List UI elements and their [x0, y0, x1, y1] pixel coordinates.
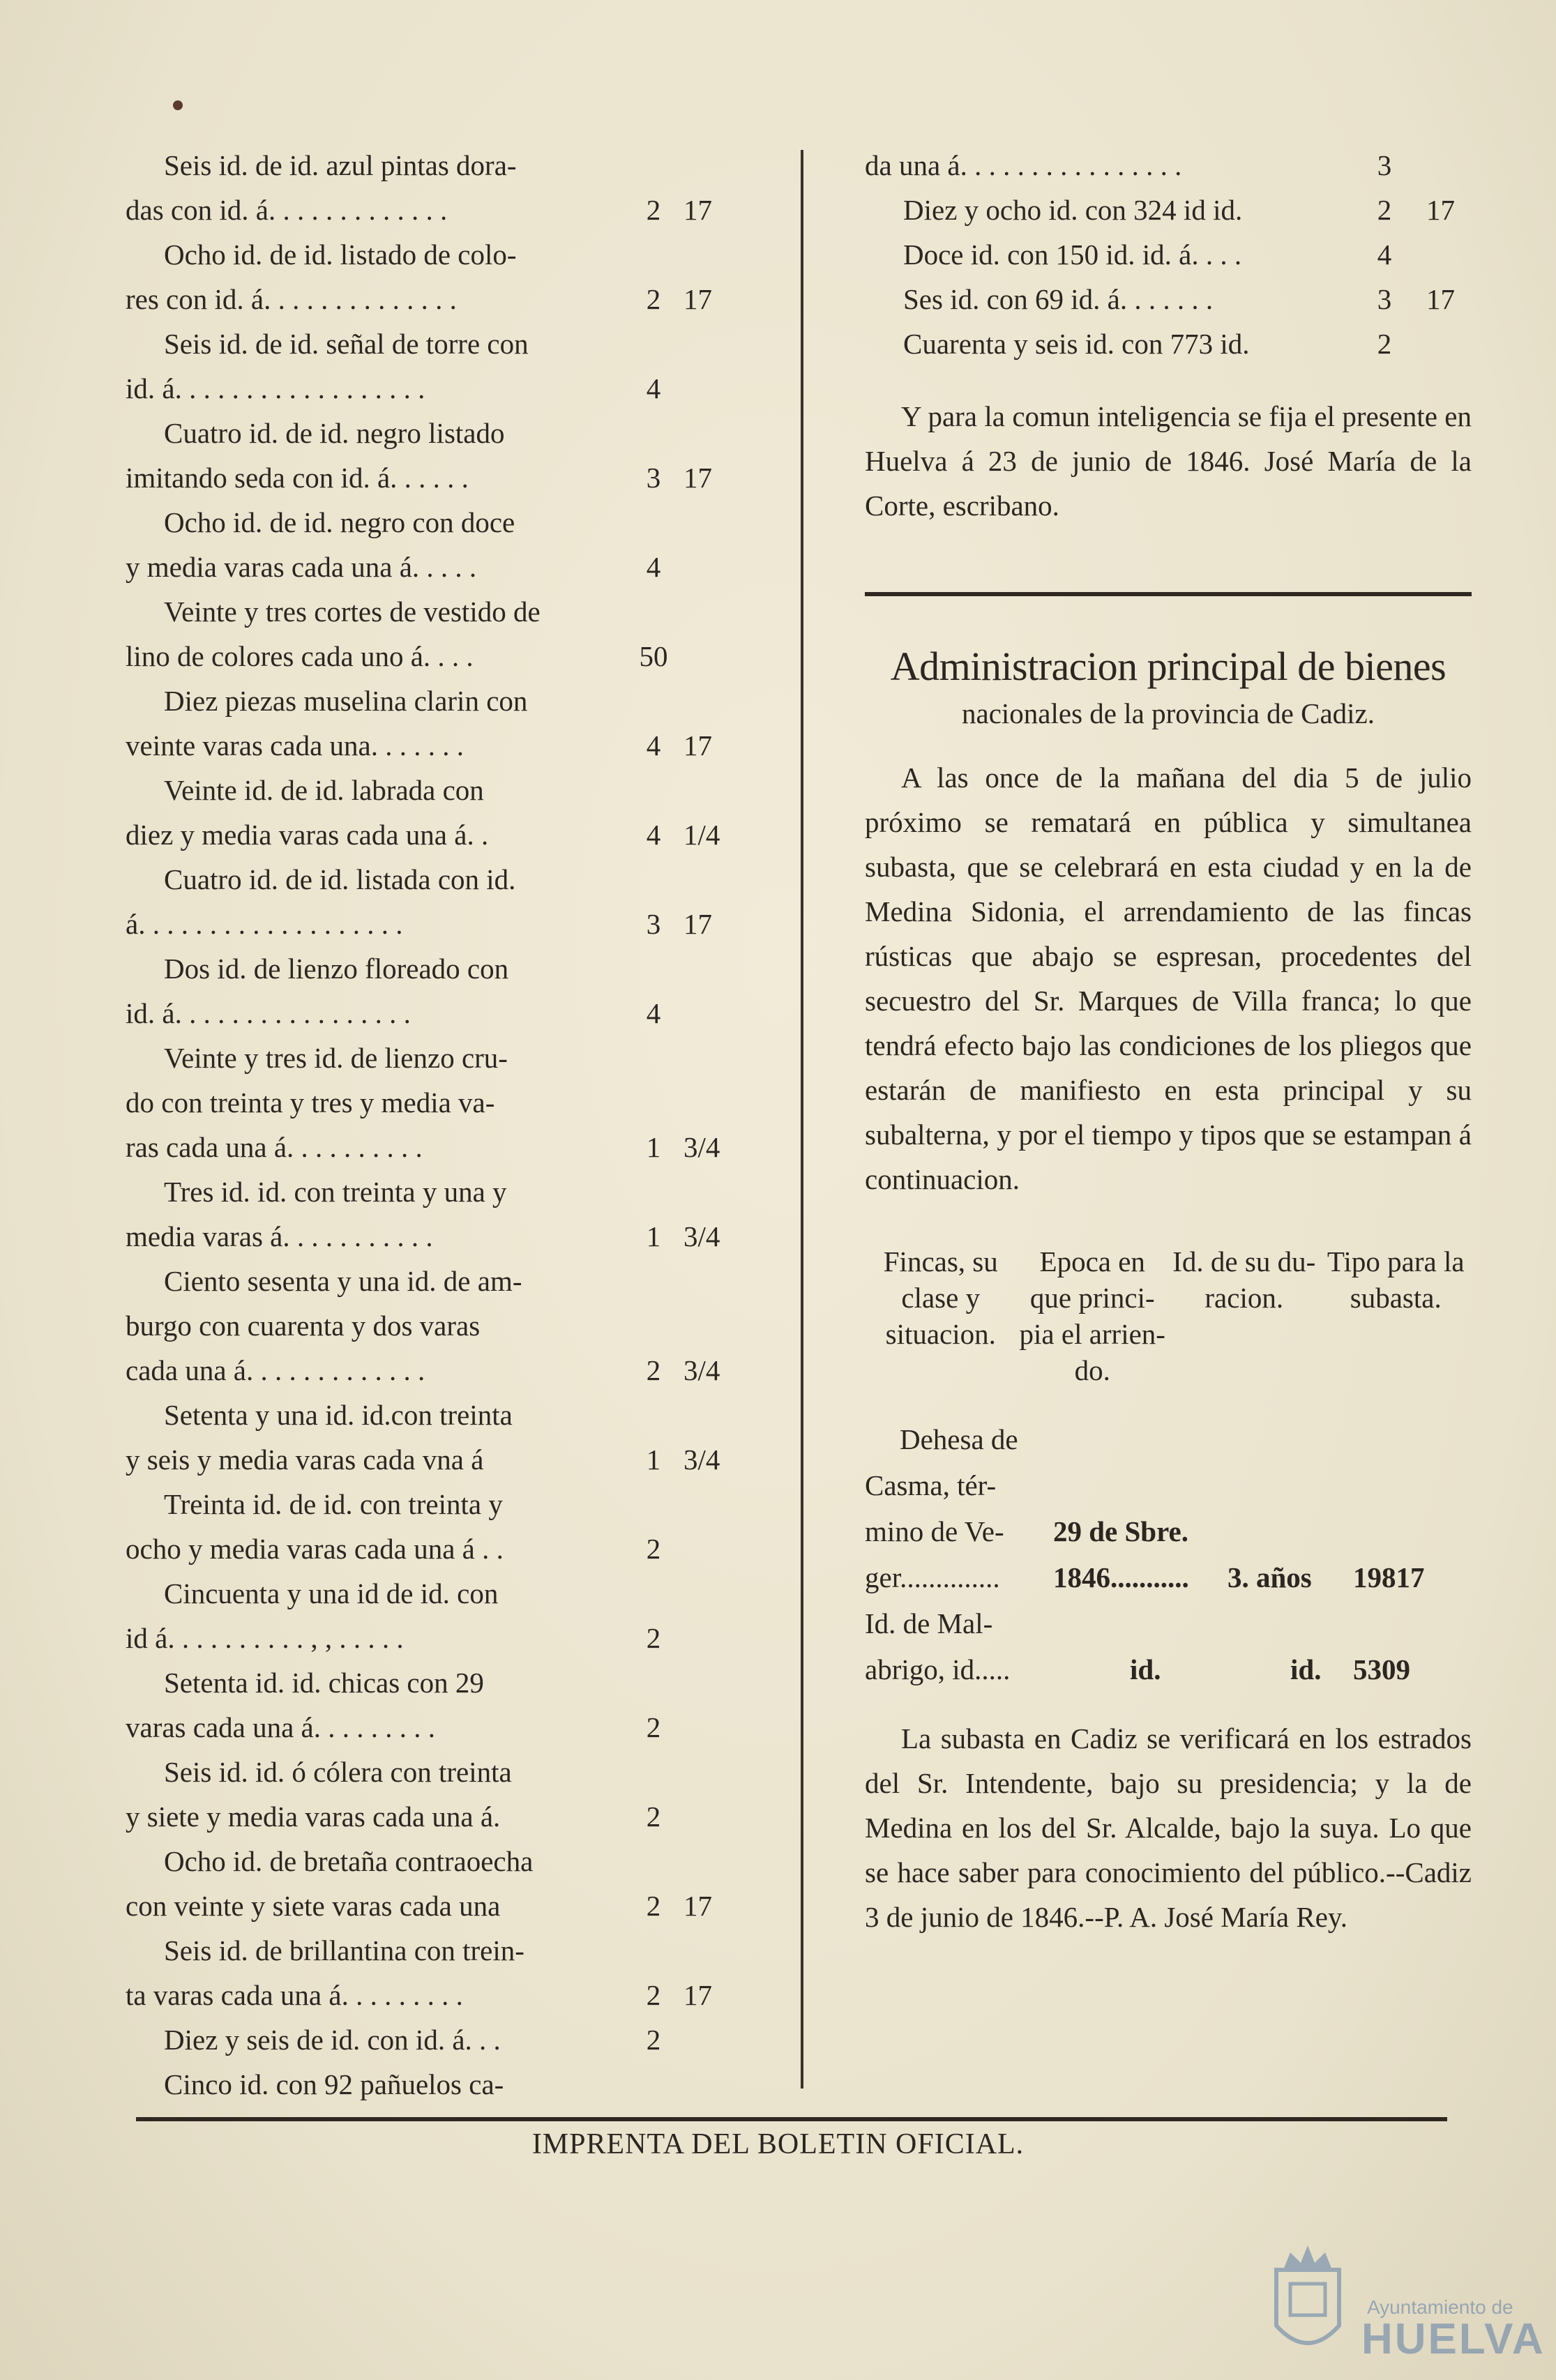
merchandise-entry: [126, 500, 739, 589]
entry-text: ocho y media varas cada una á . .: [126, 1533, 504, 1565]
right-column: [865, 143, 1472, 1939]
price-fraction: 17: [683, 283, 712, 315]
entry-text: Doce id. con 150 id. id. á. . . .: [903, 238, 1242, 271]
entry-line: [126, 1080, 739, 1125]
table-cell: 5309: [1353, 1653, 1410, 1685]
entry-line: [126, 366, 739, 411]
entry-line: [126, 1214, 739, 1259]
price-fraction: 1/4: [683, 819, 720, 851]
entry-text: Cuatro id. de id. negro listado: [164, 417, 505, 449]
entry-text: Veinte y tres cortes de vestido de: [164, 596, 541, 628]
entry-text: Seis id. de id. azul pintas dora-: [164, 149, 517, 181]
entry-line: [126, 723, 739, 768]
price-whole: 2: [646, 1890, 661, 1922]
entry-line: [126, 188, 739, 232]
price-fraction: 3/4: [683, 1443, 720, 1476]
merchandise-entry: [865, 143, 1472, 188]
left-column: [126, 143, 739, 2107]
price-whole: 4: [646, 551, 661, 583]
table-cell: mino de Ve-: [865, 1515, 1004, 1547]
merchandise-entry: [126, 1750, 739, 1839]
table-body: [865, 1416, 1472, 1692]
merchandise-entry: [126, 2017, 739, 2062]
entry-line: [126, 679, 739, 723]
price-fraction: 17: [683, 908, 712, 940]
table-row: [865, 1646, 1472, 1692]
imprint-footer: IMPRENTA DEL BOLETIN OFICIAL.: [531, 2128, 1025, 2160]
column-divider: [801, 150, 803, 2089]
price-whole: 2: [1377, 328, 1392, 360]
entry-line: [126, 1973, 739, 2017]
table-header-epoca: Epoca en que princi- pia el arrien- do.: [1019, 1245, 1165, 1386]
table-cell: 29 de Sbre.: [1053, 1515, 1189, 1547]
entry-text: Cuarenta y seis id. con 773 id.: [903, 328, 1250, 360]
merchandise-entry: [126, 768, 739, 857]
entry-line: [126, 411, 739, 455]
entry-line: [126, 321, 739, 366]
price-whole: 4: [646, 819, 661, 851]
body-paragraph: [865, 755, 1472, 1202]
entry-line: [126, 1928, 739, 1973]
merchandise-entry: [126, 589, 739, 679]
entry-text: id. á. . . . . . . . . . . . . . . . . .: [126, 372, 425, 404]
entry-text: Cincuenta y una id de id. con: [164, 1577, 499, 1609]
price-fraction: 17: [683, 1890, 712, 1922]
table-row: [865, 1508, 1472, 1554]
entry-text: Treinta id. de id. con treinta y: [164, 1488, 503, 1520]
entry-line: [126, 991, 739, 1036]
merchandise-entry: [126, 1259, 739, 1393]
entry-line: [126, 946, 739, 991]
entry-text: veinte varas cada una. . . . . . .: [126, 729, 464, 761]
table-cell: 3. años: [1228, 1561, 1312, 1593]
notice-text: Y para la comun inteligencia se fija el presente en Huelva á 23 de junio de 1846. José María de la Corte, escribano.: [865, 400, 1472, 522]
crest-icon: [1269, 2242, 1346, 2360]
entry-line: [126, 1750, 739, 1794]
closing-paragraph: [865, 1716, 1472, 1939]
merchandise-entry: [126, 1169, 739, 1259]
entry-text: Veinte y tres id. de lienzo cru-: [164, 1042, 508, 1074]
entry-text: Diez piezas muselina clarin con: [164, 685, 528, 717]
price-whole: 2: [1377, 194, 1392, 226]
entry-text: lino de colores cada uno á. . . .: [126, 640, 474, 672]
entry-text: Ocho id. de id. listado de colo-: [164, 238, 517, 271]
price-whole: 2: [646, 1622, 661, 1654]
entry-line: [126, 902, 739, 946]
price-fraction: 17: [683, 462, 712, 494]
price-whole: 3: [1377, 283, 1392, 315]
entry-text: id á. . . . . . . . . . , , . . . . .: [126, 1622, 404, 1654]
merchandise-entry: [126, 679, 739, 768]
entry-line: [126, 1437, 739, 1482]
entry-line: [126, 2062, 739, 2107]
entry-text: Cuatro id. de id. listada con id.: [164, 863, 516, 895]
price-whole: 4: [646, 997, 661, 1029]
price-whole: 2: [646, 2024, 661, 2056]
table-header-duracion: Id. de su du- racion.: [1172, 1245, 1316, 1314]
entry-text: Cinco id. con 92 pañuelos ca-: [164, 2068, 504, 2100]
entry-line: [126, 1303, 739, 1348]
entry-text: burgo con cuarenta y dos varas: [126, 1310, 481, 1342]
entry-text: y seis y media varas cada vna á: [126, 1443, 484, 1476]
table-cell: id.: [1130, 1653, 1161, 1685]
price-whole: 2: [646, 1801, 661, 1833]
table-header-tipo: Tipo para la subasta.: [1327, 1245, 1465, 1314]
entry-line: [126, 545, 739, 589]
entry-text: varas cada una á. . . . . . . . .: [126, 1711, 435, 1743]
merchandise-entry: [126, 1928, 739, 2017]
table-row: [865, 1416, 1472, 1462]
table-cell: Id. de Mal-: [865, 1607, 993, 1639]
price-whole: 2: [646, 1533, 661, 1565]
watermark-big-text: HUELVA: [1361, 2315, 1546, 2363]
entry-text: Setenta y una id. id.con treinta: [164, 1399, 513, 1431]
merchandise-entry: [126, 1839, 739, 1928]
entry-text: Dos id. de lienzo floreado con: [164, 953, 509, 985]
entry-line: [126, 1169, 739, 1214]
price-fraction: 17: [1426, 283, 1455, 315]
price-fraction: 17: [1426, 194, 1455, 226]
entry-line: [126, 768, 739, 812]
entry-text: y media varas cada una á. . . . .: [126, 551, 477, 583]
price-fraction: 17: [683, 729, 712, 761]
merchandise-entry: [126, 232, 739, 321]
entry-text: id. á. . . . . . . . . . . . . . . . .: [126, 997, 411, 1029]
entry-line: [126, 500, 739, 545]
price-whole: 50: [639, 640, 668, 672]
merchandise-entry: [126, 321, 739, 411]
table-row: [865, 1554, 1472, 1600]
entry-line: [126, 1794, 739, 1839]
entry-text: Diez y ocho id. con 324 id id.: [903, 194, 1243, 226]
entry-line: [126, 1125, 739, 1169]
entry-line: [126, 1705, 739, 1750]
table-header-row: [865, 1243, 1472, 1388]
merchandise-entry: [126, 1571, 739, 1660]
table-row: [865, 1600, 1472, 1646]
entry-text: Seis id. de brillantina con trein-: [164, 1934, 524, 1966]
entry-text: Seis id. de id. señal de torre con: [164, 328, 529, 360]
entry-line: [126, 1839, 739, 1883]
table-cell: 1846...........: [1053, 1561, 1189, 1593]
entry-line: [126, 1259, 739, 1303]
entry-line: [126, 1036, 739, 1080]
entry-text: Ocho id. de bretaña contraoecha: [164, 1845, 534, 1877]
price-whole: 3: [1377, 149, 1392, 181]
entry-text: Ses id. con 69 id. á. . . . . . .: [903, 283, 1214, 315]
entry-text: Tres id. id. con treinta y una y: [164, 1176, 507, 1208]
watermark-small-text: Ayuntamiento de: [1367, 2296, 1513, 2318]
entry-text: Seis id. id. ó cólera con treinta: [164, 1756, 512, 1788]
entry-text: imitando seda con id. á. . . . . .: [126, 462, 469, 494]
entry-line: [126, 232, 739, 277]
price-whole: 4: [646, 729, 661, 761]
entry-line: [126, 589, 739, 634]
price-whole: 2: [646, 1354, 661, 1386]
section-subheading: nacionales de la provincia de Cadiz.: [962, 697, 1375, 729]
price-fraction: 3/4: [683, 1131, 720, 1163]
entry-text: cada una á. . . . . . . . . . . . .: [126, 1354, 425, 1386]
section-heading: Administracion principal de bienes: [890, 644, 1447, 689]
price-whole: 2: [646, 194, 661, 226]
entry-line: [126, 277, 739, 321]
merchandise-entry: [865, 321, 1472, 366]
entry-line: [126, 1526, 739, 1571]
merchandise-entry: [126, 1660, 739, 1750]
price-fraction: 3/4: [683, 1354, 720, 1386]
section-rule: [865, 592, 1472, 596]
entry-text: Diez y seis de id. con id. á. . .: [164, 2024, 501, 2056]
price-whole: 1: [646, 1131, 661, 1163]
entry-line: [126, 1883, 739, 1928]
merchandise-entry: [126, 946, 739, 1036]
price-whole: 1: [646, 1220, 661, 1252]
entry-text: do con treinta y tres y media va-: [126, 1086, 495, 1119]
merchandise-entry: [126, 1393, 739, 1482]
entry-text: diez y media varas cada una á. .: [126, 819, 489, 851]
entry-text: da una á. . . . . . . . . . . . . . . .: [865, 149, 1182, 181]
table-row: [865, 1462, 1472, 1508]
entry-text: con veinte y siete varas cada una: [126, 1890, 501, 1922]
table-cell: id.: [1290, 1653, 1322, 1685]
closing-text: La subasta en Cadiz se verificará en los estrados del Sr. Intendente, bajo su presidencia; y la de Medina en los del Sr. Alcalde, bajo la suya. Lo que se hace saber para conocimiento del público.--Cadiz 3 de junio de 1846.--P. A. José María Rey.: [865, 1722, 1472, 1933]
entry-text: das con id. á. . . . . . . . . . . . .: [126, 194, 448, 226]
table-cell: ger..............: [865, 1561, 1000, 1593]
merchandise-entry: [126, 2062, 739, 2107]
merchandise-entry: [865, 232, 1472, 277]
price-whole: 2: [646, 1711, 661, 1743]
merchandise-entry: [126, 1036, 739, 1169]
entry-line: [126, 857, 739, 902]
price-whole: 4: [1377, 238, 1392, 271]
entry-text: Ciento sesenta y una id. de am-: [164, 1265, 522, 1297]
table-cell: 19817: [1353, 1561, 1425, 1593]
entry-line: [126, 1660, 739, 1705]
merchandise-entry: [126, 143, 739, 232]
table-cell: Dehesa de: [900, 1423, 1018, 1455]
entry-line: [126, 143, 739, 188]
entry-line: [126, 455, 739, 500]
entry-text: y siete y media varas cada una á.: [126, 1801, 501, 1833]
entry-line: [126, 1571, 739, 1616]
entry-line: [126, 1482, 739, 1526]
entry-text: á. . . . . . . . . . . . . . . . . . .: [126, 908, 403, 940]
entry-line: [126, 1616, 739, 1660]
right-top-list: [865, 143, 1472, 366]
merchandise-entry: [865, 277, 1472, 321]
price-whole: 4: [646, 372, 661, 404]
price-whole: 3: [646, 462, 661, 494]
entry-line: [126, 2017, 739, 2062]
merchandise-entry: [126, 411, 739, 500]
price-whole: 1: [646, 1443, 661, 1476]
entry-text: res con id. á. . . . . . . . . . . . . .: [126, 283, 457, 315]
price-fraction: 17: [683, 1979, 712, 2011]
price-fraction: 17: [683, 194, 712, 226]
entry-text: ta varas cada una á. . . . . . . . .: [126, 1979, 463, 2011]
price-whole: 2: [646, 283, 661, 315]
ink-dot: [173, 100, 183, 110]
price-whole: 3: [646, 908, 661, 940]
entry-text: media varas á. . . . . . . . . . .: [126, 1220, 433, 1252]
entry-line: [126, 812, 739, 857]
entry-line: [126, 1348, 739, 1393]
merchandise-entry: [126, 1482, 739, 1571]
entry-text: Setenta id. id. chicas con 29: [164, 1667, 484, 1699]
entry-text: Veinte id. de id. labrada con: [164, 774, 484, 806]
merchandise-entry: [865, 188, 1472, 232]
table-cell: abrigo, id.....: [865, 1653, 1011, 1685]
entry-text: Ocho id. de id. negro con doce: [164, 506, 515, 538]
merchandise-entry: [126, 857, 739, 946]
body-text: A las once de la mañana del dia 5 de julio próximo se rematará en pública y simultanea subasta, que se celebrará en esta ciudad y en la de Medina Sidonia, el arrendamiento de las fincas rústicas que abajo se espresan, procedentes del secuestro del Sr. Marques de Villa franca; lo que tendrá efecto bajo las condiciones de los pliegos que estarán de manifiesto en esta principal y su subalterna, y por el tiempo y tipos que se estampan á continuacion.: [865, 761, 1472, 1195]
watermark-logo: [1269, 2242, 1546, 2363]
price-whole: 2: [646, 1979, 661, 2011]
entry-line: [126, 634, 739, 679]
price-fraction: 3/4: [683, 1220, 720, 1252]
table-cell: Casma, tér-: [865, 1469, 997, 1501]
table-header-fincas: Fincas, su clase y situacion.: [883, 1245, 998, 1350]
entry-text: ras cada una á. . . . . . . . . .: [126, 1131, 423, 1163]
entry-line: [126, 1393, 739, 1437]
notice-paragraph: [865, 394, 1472, 528]
